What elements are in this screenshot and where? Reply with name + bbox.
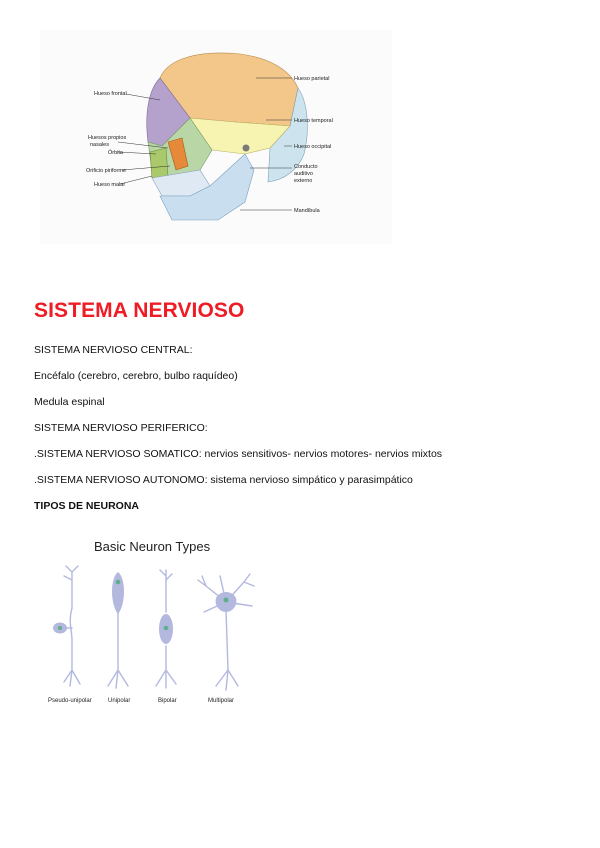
line-medula: Medula espinal <box>34 396 105 408</box>
line-autonomo: .SISTEMA NERVIOSO AUTONOMO: sistema nervioso simpático y parasimpático <box>34 474 413 486</box>
line-somatico: .SISTEMA NERVIOSO SOMATICO: nervios sensitivos- nervios motores- nervios mixtos <box>34 448 443 460</box>
skull-illustration <box>40 30 392 244</box>
line-snc: SISTEMA NERVIOSO CENTRAL: <box>34 344 193 356</box>
label-occipital: Hueso occipital <box>294 144 332 150</box>
line-snp: SISTEMA NERVIOSO PERIFERICO: <box>34 422 208 434</box>
skull-figure <box>40 30 392 244</box>
neuron-illustration <box>38 530 270 715</box>
label-piriforme: Orificio piriforme <box>86 168 127 174</box>
label-frontal: Hueso frontal <box>94 91 127 97</box>
caption-multipolar: Multipolar <box>208 698 235 704</box>
subheading-tipos-neurona: TIPOS DE NEURONA <box>34 500 140 512</box>
neuron-types-figure <box>38 530 270 715</box>
label-parietal: Hueso parietal <box>294 76 330 82</box>
label-conducto-3: externo <box>294 178 313 184</box>
label-nasales-2: nasales <box>90 142 109 148</box>
label-orbita: Órbita <box>108 150 123 156</box>
label-malar: Hueso malar <box>94 182 126 188</box>
label-nasales-1: Huesos propios <box>88 135 127 141</box>
label-temporal: Hueso temporal <box>294 118 333 124</box>
caption-pseudo-unipolar: Pseudo-unipolar <box>48 698 92 704</box>
label-conducto-2: auditivo <box>294 171 313 177</box>
page-title: SISTEMA NERVIOSO <box>34 299 245 322</box>
line-encefalo: Encéfalo (cerebro, cerebro, bulbo raquídeo) <box>34 370 238 382</box>
caption-bipolar: Bipolar <box>158 698 177 704</box>
label-conducto-1: Conducto <box>294 164 318 170</box>
label-mandibula: Mandíbula <box>294 208 320 214</box>
neuron-figure-title: Basic Neuron Types <box>94 539 211 554</box>
caption-unipolar: Unipolar <box>108 698 131 704</box>
